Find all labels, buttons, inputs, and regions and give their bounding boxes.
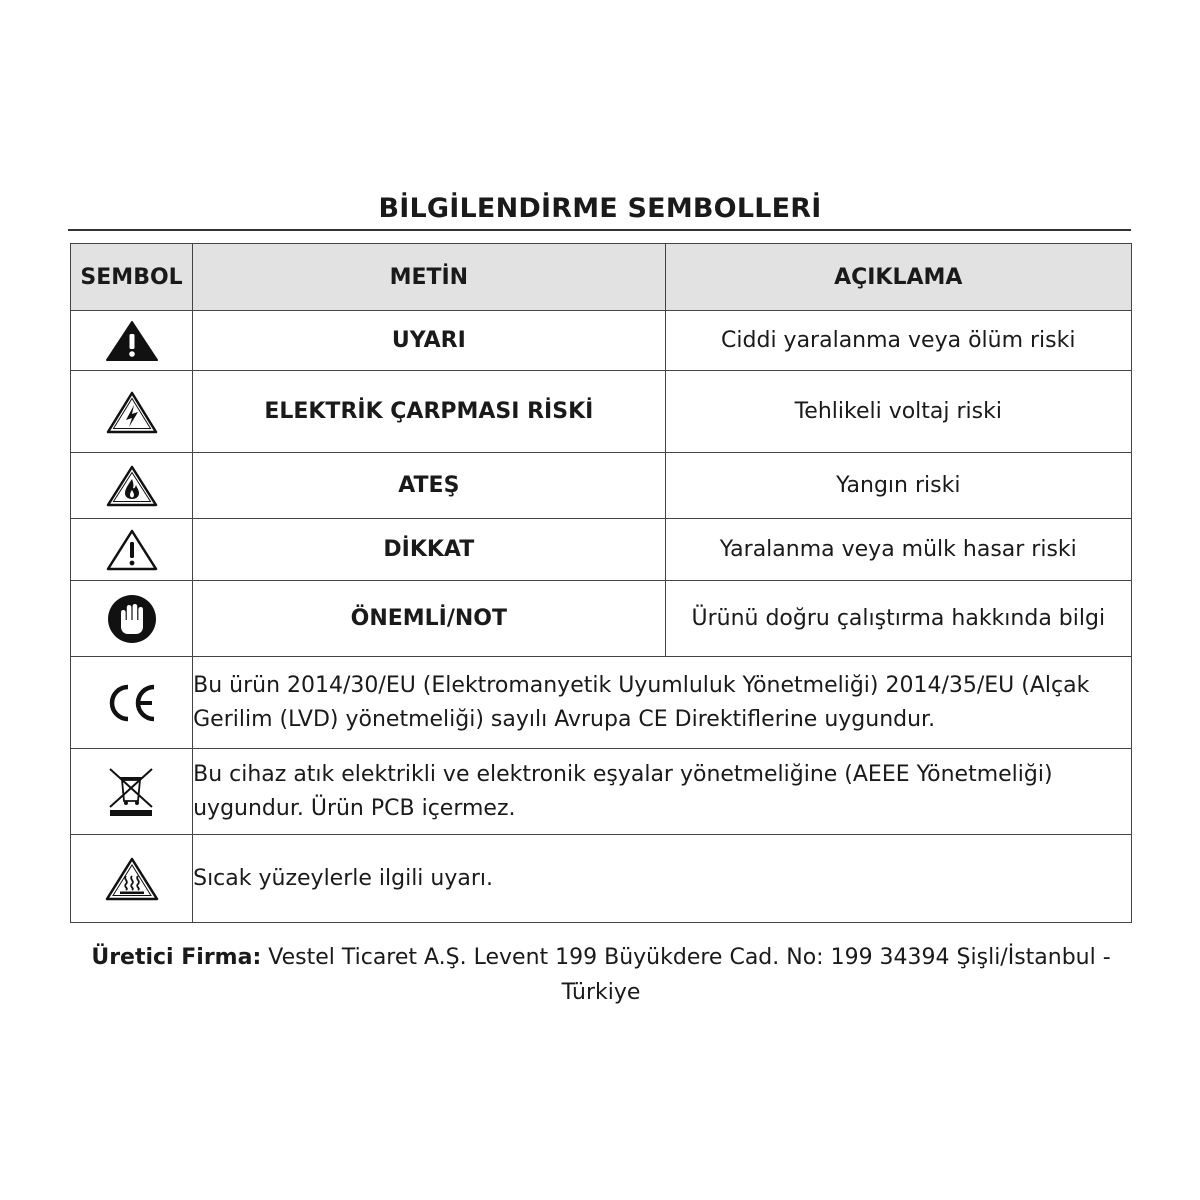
header-text: METİN [193, 244, 665, 311]
table-header-row [71, 244, 1132, 311]
fire-icon [105, 464, 159, 508]
header-description: AÇIKLAMA [665, 244, 1131, 311]
table-row [71, 519, 1132, 581]
ce-mark-icon [104, 679, 160, 727]
row-description: Ürünü doğru çalıştırma hakkında bilgi [665, 581, 1131, 657]
manufacturer-info [70, 940, 1132, 1010]
symbols-table [70, 243, 1132, 923]
symbol-cell [71, 519, 193, 581]
table-row [71, 749, 1132, 835]
symbol-cell [71, 311, 193, 371]
symbol-cell [71, 749, 193, 835]
row-text: DİKKAT [193, 519, 665, 581]
crossed-bin-icon [104, 765, 160, 819]
table-row [71, 453, 1132, 519]
table-row [71, 835, 1132, 923]
symbol-cell [71, 453, 193, 519]
manufacturer-label: Üretici Firma: [91, 945, 262, 970]
table-row [71, 581, 1132, 657]
row-long-text: Sıcak yüzeylerle ilgili uyarı. [193, 835, 1132, 923]
table-row [71, 371, 1132, 453]
symbol-cell [71, 371, 193, 453]
row-long-text: Bu ürün 2014/30/EU (Elektromanyetik Uyumluluk Yönetmeliği) 2014/35/EU (Alçak Gerilim (LVD) yönetmeliği) sayılı Avrupa CE Direktiflerine uygundur. [193, 657, 1132, 749]
title-divider [68, 229, 1131, 231]
warning-filled-icon [104, 319, 160, 363]
manufacturer-address: Vestel Ticaret A.Ş. Levent 199 Büyükdere Cad. No: 199 34394 Şişli/İstanbul - Türkiye [261, 945, 1111, 1005]
table-row [71, 657, 1132, 749]
symbol-cell [71, 835, 193, 923]
table-row [71, 311, 1132, 371]
row-text: ELEKTRİK ÇARPMASI RİSKİ [193, 371, 665, 453]
hot-surface-icon [104, 856, 160, 902]
row-text: ATEŞ [193, 453, 665, 519]
row-text: ÖNEMLİ/NOT [193, 581, 665, 657]
row-description: Tehlikeli voltaj riski [665, 371, 1131, 453]
hand-stop-icon [106, 593, 158, 645]
electric-shock-icon [105, 389, 159, 435]
symbol-cell [71, 581, 193, 657]
header-symbol: SEMBOL [71, 244, 193, 311]
symbol-cell [71, 657, 193, 749]
caution-icon [105, 528, 159, 572]
row-long-text: Bu cihaz atık elektrikli ve elektronik eşyalar yönetmeliğine (AEEE Yönetmeliği) uygundur. Ürün PCB içermez. [193, 749, 1132, 835]
page-title: BİLGİLENDİRME SEMBOLLERİ [378, 193, 822, 224]
row-description: Yaralanma veya mülk hasar riski [665, 519, 1131, 581]
row-description: Yangın riski [665, 453, 1131, 519]
row-text: UYARI [193, 311, 665, 371]
row-description: Ciddi yaralanma veya ölüm riski [665, 311, 1131, 371]
